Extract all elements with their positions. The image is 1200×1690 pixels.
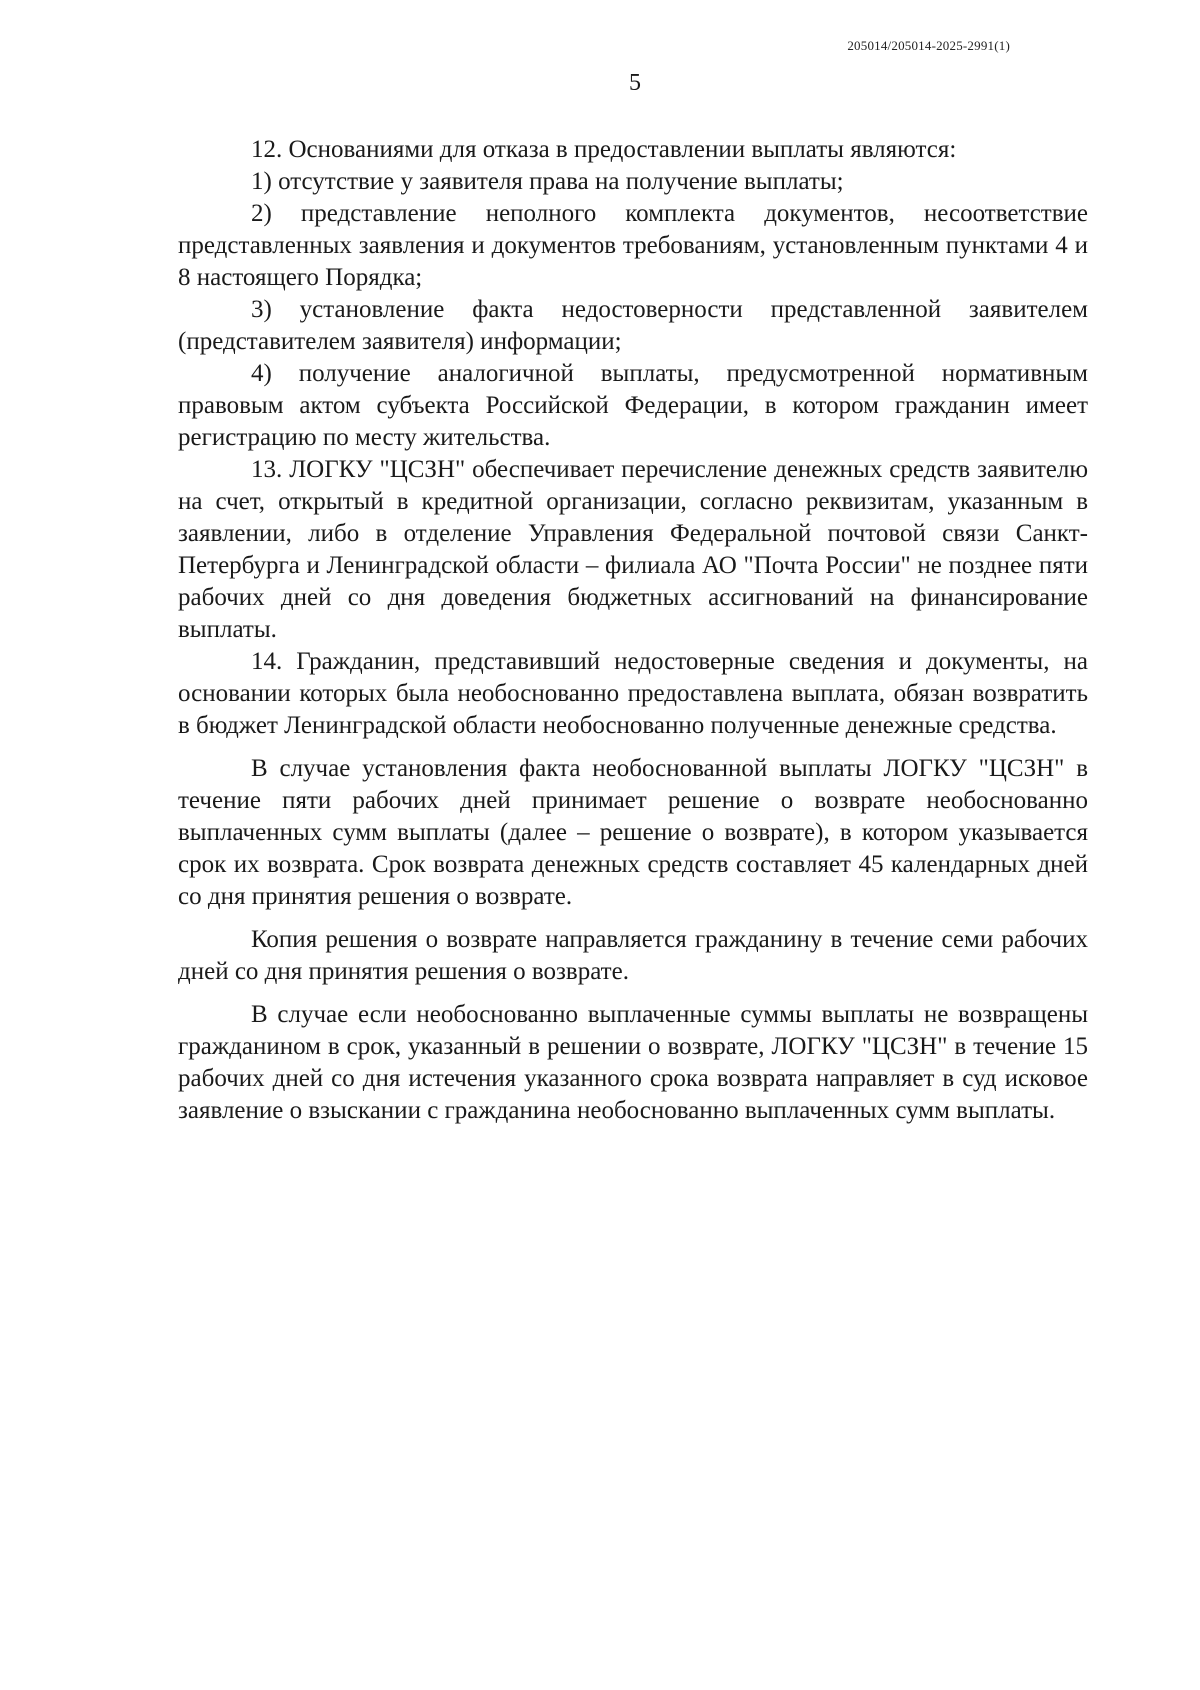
paragraph-13-transfer: 13. ЛОГКУ "ЦСЗН" обеспечивает перечисление денежных средств заявителю на счет, открытый в кредитной организации, согласно реквизитам, указанным в заявлении, либо в отделение Управления Федеральной почтовой связи Санкт-Петербурга и Ленинградской области – филиала АО "Почта России" не позднее пяти рабочих дней со дня доведения бюджетных ассигнований на финансирование выплаты. <box>178 456 1088 643</box>
page-number: 5 <box>629 70 641 96</box>
paragraph-decision-copy: Копия решения о возврате направляется гражданину в течение семи рабочих дней со дня принятия решения о возврате. <box>178 926 1088 985</box>
paragraph-12-item-3: 3) установление факта недостоверности представленной заявителем (представителем заявителя) информации; <box>178 296 1088 355</box>
paragraph-12-item-1: 1) отсутствие у заявителя права на получение выплаты; <box>251 168 844 195</box>
paragraph-12-refusal-grounds: 12. Основаниями для отказа в предоставлении выплаты являются: <box>251 136 957 163</box>
paragraph-court-claim: В случае если необоснованно выплаченные суммы выплаты не возвращены гражданином в срок, указанный в решении о возврате, ЛОГКУ "ЦСЗН" в течение 15 рабочих дней со дня истечения указанного срока возврата направляет в суд исковое заявление о взыскании с гражданина необоснованно выплаченных сумм выплаты. <box>178 1001 1088 1124</box>
paragraph-14-return-obligation: 14. Гражданин, представивший недостоверные сведения и документы, на основании которых была необоснованно предоставлена выплата, обязан возвратить в бюджет Ленинградской области необоснованно полученные денежные средства. <box>178 648 1088 739</box>
paragraph-12-item-4: 4) получение аналогичной выплаты, предусмотренной нормативным правовым актом субъекта Российской Федерации, в котором гражданин имеет регистрацию по месту жительства. <box>178 360 1088 451</box>
paragraph-return-decision: В случае установления факта необоснованной выплаты ЛОГКУ "ЦСЗН" в течение пяти рабочих дней принимает решение о возврате необоснованно выплаченных сумм выплаты (далее – решение о возврате), в котором указывается срок их возврата. Срок возврата денежных средств составляет 45 календарных дней со дня принятия решения о возврате. <box>178 755 1088 910</box>
document-body <box>178 134 1088 1127</box>
paragraph-12-item-2: 2) представление неполного комплекта документов, несоответствие представленных заявления и документов требованиям, установленным пунктами 4 и 8 настоящего Порядка; <box>178 200 1088 291</box>
document-registration-number: 205014/205014-2025-2991(1) <box>847 38 1010 53</box>
